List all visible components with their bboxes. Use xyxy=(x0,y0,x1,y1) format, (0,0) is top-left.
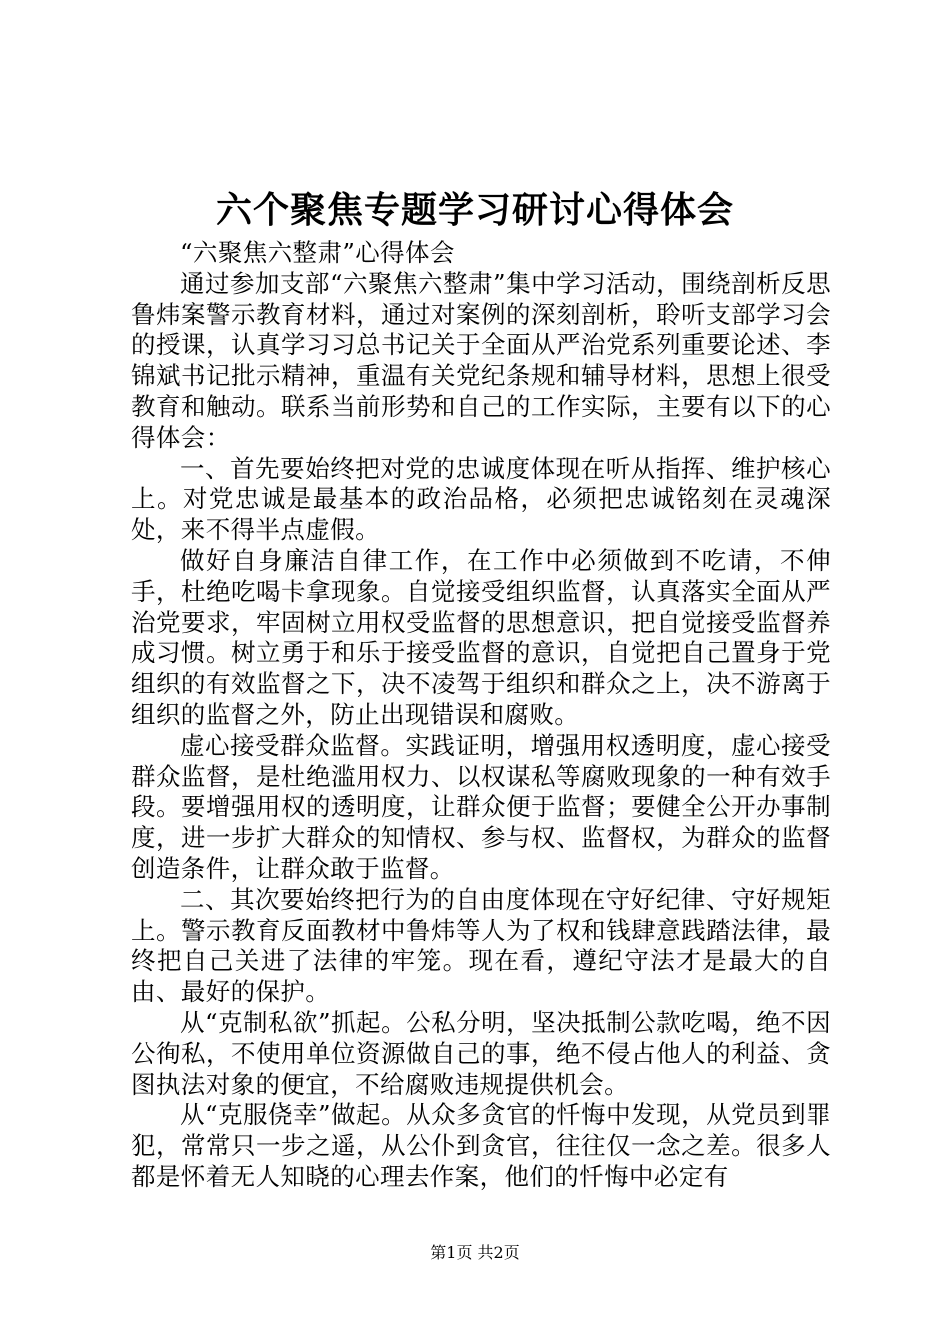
document-body xyxy=(131,238,831,1193)
body-paragraph: 从“克服侥幸”做起。从众多贪官的忏悔中发现，从党员到罪犯，常常只一步之遥，从公仆到贪官，往往仅一念之差。很多人都是怀着无人知晓的心理去作案，他们的忏悔中必定有 xyxy=(131,1100,831,1191)
subtitle-paragraph: “六聚焦六整肃”心得体会 xyxy=(180,238,455,267)
body-paragraph: 虚心接受群众监督。实践证明，增强用权透明度，虚心接受群众监督，是杜绝滥用权力、以权谋私等腐败现象的一种有效手段。要增强用权的透明度，让群众便于监督；要健全公开办事制度，进一步扩大群众的知情权、参与权、监督权，为群众的监督创造条件，让群众敢于监督。 xyxy=(131,730,831,883)
body-paragraph: 二、其次要始终把行为的自由度体现在守好纪律、守好规矩上。警示教育反面教材中鲁炜等人为了权和钱肆意践踏法律，最终把自己关进了法律的牢笼。现在看，遵纪守法才是最大的自由、最好的保护。 xyxy=(131,884,831,1007)
document-title: 六个聚焦专题学习研讨心得体会 xyxy=(215,189,734,231)
body-paragraph: 做好自身廉洁自律工作，在工作中必须做到不吃请，不伸手，杜绝吃喝卡拿现象。自觉接受组织监督，认真落实全面从严治党要求，牢固树立用权受监督的思想意识，把自觉接受监督养成习惯。树立勇于和乐于接受监督的意识，自觉把自己置身于党组织的有效监督之下，决不凌驾于组织和群众之上，决不游离于组织的监督之外，防止出现错误和腐败。 xyxy=(131,545,831,729)
body-paragraph: 通过参加支部“六聚焦六整肃”集中学习活动，围绕剖析反思鲁炜案警示教育材料，通过对案例的深刻剖析，聆听支部学习会的授课，认真学习习总书记关于全面从严治党系列重要论述、李锦斌书记批示精神，重温有关党纪条规和辅导材料，思想上很受教育和触动。联系当前形势和自己的工作实际，主要有以下的心得体会： xyxy=(131,268,831,452)
body-paragraph: 从“克制私欲”抓起。公私分明，坚决抵制公款吃喝，绝不因公徇私，不使用单位资源做自己的事，绝不侵占他人的利益、贪图执法对象的便宜，不给腐败违规提供机会。 xyxy=(131,1007,831,1099)
page-number-footer: 第1页 共2页 xyxy=(430,1243,520,1262)
body-paragraph: 一、首先要始终把对党的忠诚度体现在听从指挥、维护核心上。对党忠诚是最基本的政治品格，必须把忠诚铭刻在灵魂深处，来不得半点虚假。 xyxy=(131,453,831,545)
